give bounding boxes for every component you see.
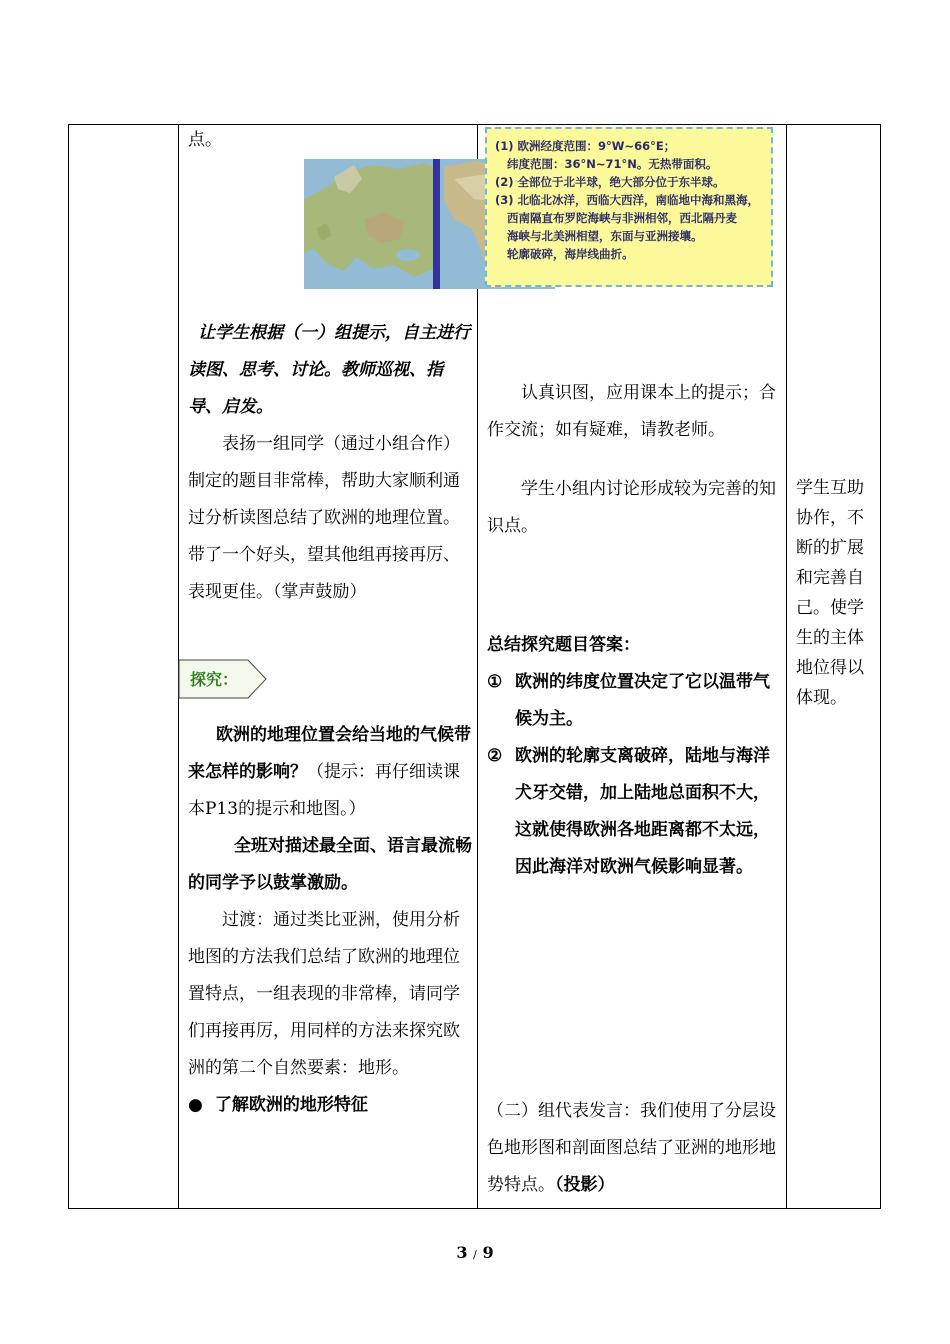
design-comment: 学生互助协作，不断的扩展和完善自己。使学生的主体地位得以体现。 (796, 478, 864, 708)
design-intent-cell (786, 125, 882, 1208)
bullet-icon: ● (188, 1095, 203, 1115)
stage-cell (69, 125, 178, 1208)
page-total: 9 (482, 1243, 494, 1262)
top-text: 点。 (188, 130, 222, 150)
note-line: (3) 北临北冰洋，西临大西洋，南临地中海和黑海， (495, 193, 760, 207)
map-separator (433, 159, 440, 289)
lesson-table (68, 124, 881, 1209)
question-block (188, 717, 472, 1124)
note-line: (2) 全部位于北半球，绝大部分位于东半球。 (495, 175, 725, 189)
reward-text: 全班对描述最全面、语言最流畅的同学予以鼓掌激励。 (188, 836, 472, 893)
answer-item (487, 738, 779, 886)
student-activity-cell (477, 125, 786, 1208)
transition-text: 过渡：通过类比亚洲，使用分析地图的方法我们总结了欧洲的地理位置特点，一组表现的非常棒，请同学们再接再厉，用同样的方法来探究欧洲的第二个自然要素：地形。 (188, 910, 460, 1078)
instruction-text: 让学生根据（一）组提示，自主进行读图、思考、讨论。教师巡视、指导、启发。 (188, 323, 470, 417)
student-text-block (487, 375, 779, 545)
question-hint: （提示：再仔细读课本P13的提示和地图。） (188, 762, 460, 819)
instruction-block (188, 315, 472, 611)
answer-item (487, 664, 779, 738)
praise-text: 表扬一组同学（通过小组合作）制定的题目非常棒，帮助大家顺利通过分析读图总结了欧洲的地理位置。带了一个好头，望其他组再接再厉、表现更佳。（掌声鼓励） (188, 434, 460, 602)
projection-label: （投影） (555, 1175, 615, 1195)
question-text: 欧洲的地理位置会给当地的气候带来怎样的影响？ (188, 725, 471, 782)
answer-number: ② (487, 746, 503, 766)
page-footer (0, 1243, 950, 1262)
page-number: 3 (456, 1243, 468, 1262)
note-line: 轮廓破碎，海岸线曲折。 (507, 247, 634, 261)
note-line: 西南隔直布罗陀海峡与非洲相邻，西北隔丹麦 (507, 211, 737, 225)
answer-block (487, 627, 779, 886)
explore-label: 探究： (190, 670, 239, 689)
answer-number: ① (487, 672, 503, 692)
bullet-text: 了解欧洲的地形特征 (214, 1095, 368, 1115)
answer-text: 欧洲的轮廓支离破碎，陆地与海洋犬牙交错，加上陆地总面积不大，这就使得欧洲各地距离都不太远，因此海洋对欧洲气候影响显著。 (515, 746, 770, 877)
page-separator: / (473, 1248, 477, 1261)
group-speech-block (487, 1093, 779, 1204)
group-speech-text: （二）组代表发言：我们使用了分层设色地形图和剖面图总结了亚洲的地形地势特点。 (487, 1101, 776, 1195)
answer-text: 欧洲的纬度位置决定了它以温带气候为主。 (515, 672, 770, 729)
note-line: 海峡与北美洲相望，东面与亚洲接壤。 (507, 229, 703, 243)
note-line: 纬度范围：36°N~71°N。无热带面积。 (507, 157, 718, 171)
summary-note-box (485, 127, 773, 287)
read-map-text: 认真识图，应用课本上的提示；合作交流；如有疑难，请教老师。 (487, 383, 776, 440)
note-line: (1) 欧洲经度范围：9°W~66°E； (495, 139, 676, 153)
teacher-activity-cell (178, 125, 477, 1208)
summary-title: 总结探究题目答案： (487, 635, 640, 655)
discuss-text: 学生小组内讨论形成较为完善的知识点。 (487, 479, 776, 536)
